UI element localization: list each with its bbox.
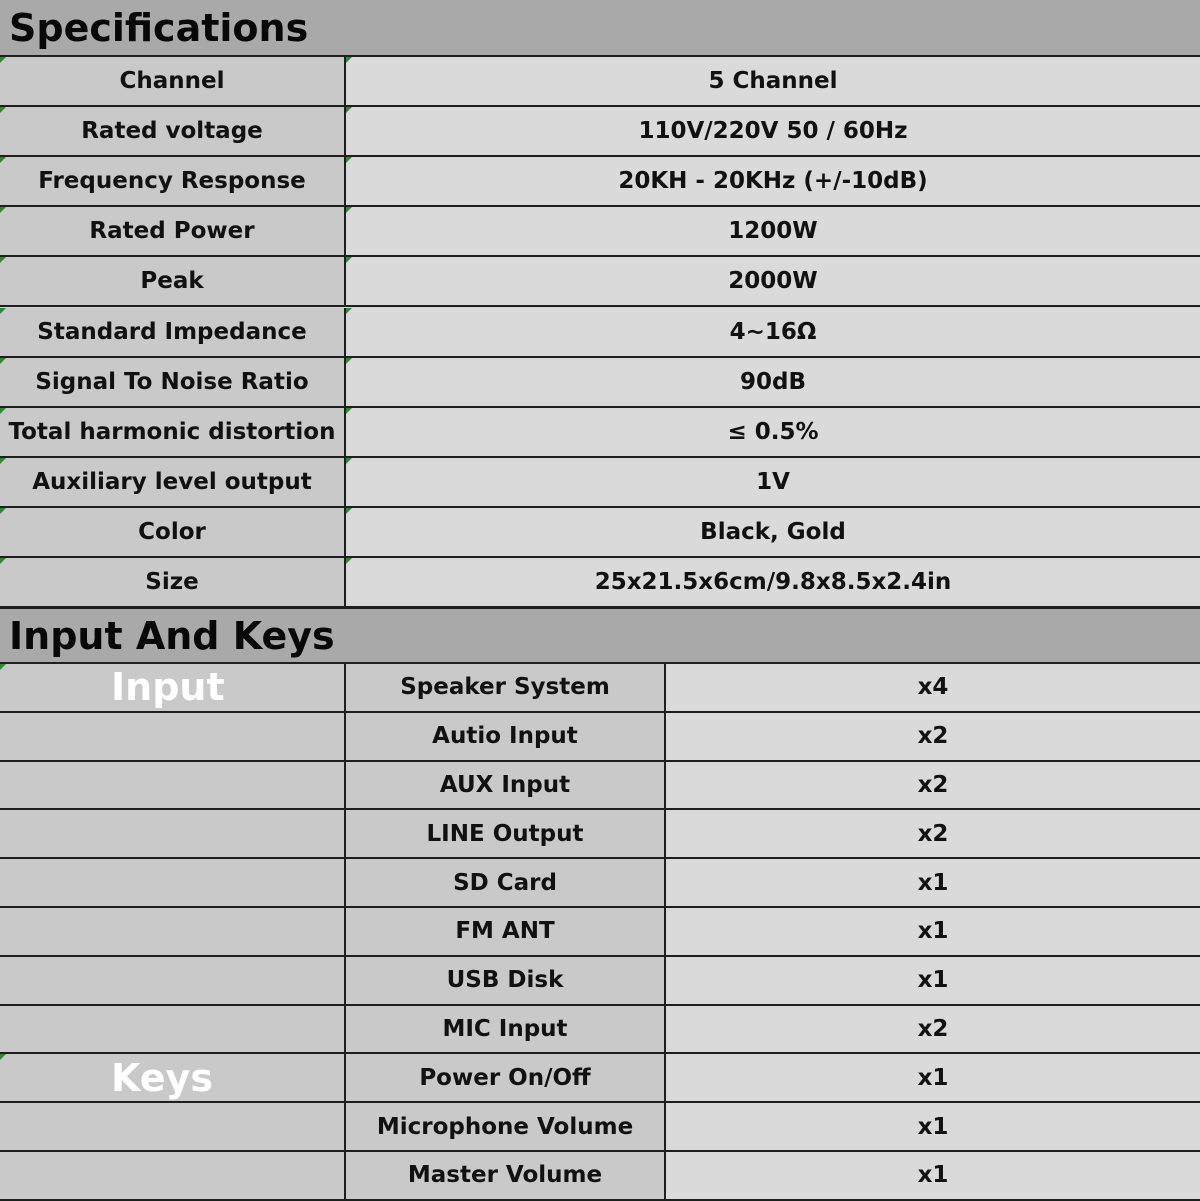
io-name: SD Card (346, 859, 666, 906)
spec-value: 4~16Ω (346, 308, 1200, 356)
spec-value: 20KH - 20KHz (+/-10dB) (346, 157, 1200, 205)
category-cell (0, 810, 346, 857)
spec-value: 1200W (346, 207, 1200, 255)
spec-row (0, 508, 1200, 558)
spec-value: 110V/220V 50 / 60Hz (346, 107, 1200, 155)
io-row (0, 810, 1200, 859)
io-row (0, 1006, 1200, 1055)
spec-value: ≤ 0.5% (346, 408, 1200, 456)
spec-label: Color (0, 508, 346, 556)
category-cell (0, 1152, 346, 1199)
specifications-header: Specifications (0, 0, 1200, 57)
io-quantity: x1 (666, 957, 1200, 1004)
io-row (0, 859, 1200, 908)
category-label: Keys (0, 1054, 346, 1101)
io-quantity: x1 (666, 859, 1200, 906)
spec-row (0, 358, 1200, 408)
io-quantity: x1 (666, 1152, 1200, 1199)
category-cell (0, 1103, 346, 1150)
io-row (0, 664, 1200, 713)
spec-value: 5 Channel (346, 57, 1200, 105)
io-name: Speaker System (346, 664, 666, 711)
io-quantity: x2 (666, 762, 1200, 809)
io-quantity: x4 (666, 664, 1200, 711)
category-cell (0, 1006, 346, 1053)
spec-label: Size (0, 558, 346, 606)
io-row (0, 762, 1200, 811)
spec-value: Black, Gold (346, 508, 1200, 556)
io-quantity: x1 (666, 1054, 1200, 1101)
spec-label: Peak (0, 257, 346, 305)
spec-row (0, 558, 1200, 608)
spec-label: Frequency Response (0, 157, 346, 205)
spec-label: Total harmonic distortion (0, 408, 346, 456)
spec-label: Signal To Noise Ratio (0, 358, 346, 406)
io-row (0, 713, 1200, 762)
io-name: Master Volume (346, 1152, 666, 1199)
io-row (0, 957, 1200, 1006)
io-quantity: x2 (666, 713, 1200, 760)
spec-row (0, 257, 1200, 307)
io-row (0, 1152, 1200, 1201)
io-name: FM ANT (346, 908, 666, 955)
category-cell (0, 908, 346, 955)
spec-row (0, 207, 1200, 257)
io-name: MIC Input (346, 1006, 666, 1053)
spec-row (0, 458, 1200, 508)
io-name: Power On/Off (346, 1054, 666, 1101)
category-cell (0, 957, 346, 1004)
spec-label: Auxiliary level output (0, 458, 346, 506)
spec-label: Rated Power (0, 207, 346, 255)
category-cell (0, 713, 346, 760)
io-quantity: x1 (666, 1103, 1200, 1150)
spec-row (0, 408, 1200, 458)
io-name: Autio Input (346, 713, 666, 760)
category-cell (0, 859, 346, 906)
spec-value: 25x21.5x6cm/9.8x8.5x2.4in (346, 558, 1200, 606)
category-cell (0, 762, 346, 809)
input-and-keys-header: Input And Keys (0, 608, 1200, 664)
spec-label: Channel (0, 57, 346, 105)
io-row (0, 1103, 1200, 1152)
io-name: AUX Input (346, 762, 666, 809)
category-label: Input (0, 664, 346, 711)
spec-value: 90dB (346, 358, 1200, 406)
io-row (0, 908, 1200, 957)
io-quantity: x2 (666, 810, 1200, 857)
spec-row (0, 157, 1200, 207)
spec-label: Rated voltage (0, 107, 346, 155)
io-quantity: x1 (666, 908, 1200, 955)
spec-value: 1V (346, 458, 1200, 506)
io-quantity: x2 (666, 1006, 1200, 1053)
spec-label: Standard Impedance (0, 308, 346, 356)
io-name: Microphone Volume (346, 1103, 666, 1150)
io-name: USB Disk (346, 957, 666, 1004)
spec-row (0, 107, 1200, 157)
spec-row (0, 308, 1200, 358)
spec-row (0, 57, 1200, 107)
io-name: LINE Output (346, 810, 666, 857)
spec-value: 2000W (346, 257, 1200, 305)
io-row (0, 1054, 1200, 1103)
